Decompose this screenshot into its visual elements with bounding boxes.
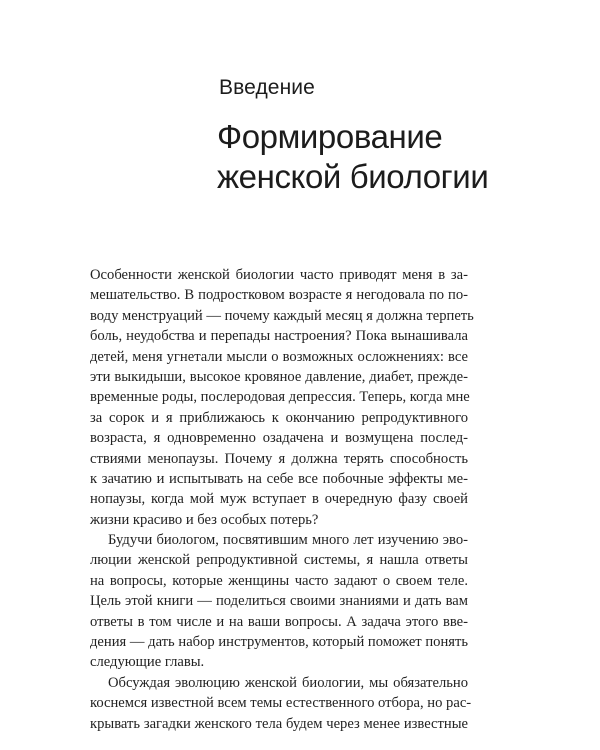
text-line: эти выкидыши, высокое кровяное давление, диабет, прежде- — [90, 368, 468, 385]
text-line: ствиями менопаузы. Почему я должна терять способность — [90, 450, 468, 467]
text-line: коснемся известной всем темы естественного отбора, но рас- — [90, 695, 472, 712]
text-line: воду менструаций — почему каждый месяц я должна терпеть — [90, 307, 474, 324]
text-line: люции женской репродуктивной системы, я нашла ответы — [90, 552, 468, 569]
text-line: детей, меня угнетали мысли о возможных осложнениях: все — [90, 348, 468, 365]
paragraph — [90, 673, 472, 734]
text-line: к зачатию и испытывать на себе все побочные эффекты ме- — [90, 470, 468, 487]
text-line: Обсуждая эволюцию женской биологии, мы обязательно — [108, 674, 468, 691]
text-line: возраста, я одновременно озадачена и возмущена послед- — [90, 430, 468, 447]
text-line: Цель этой книги — поделиться своими знаниями и дать вам — [90, 593, 468, 610]
chapter-title — [217, 117, 557, 197]
text-line: следующие главы. — [90, 654, 205, 671]
text-line: жизни красиво и без особых потерь? — [90, 511, 319, 528]
chapter-title-line: Формирование — [217, 118, 443, 155]
text-line: ответы в том числе и на ваши вопросы. А задача этого вве- — [90, 613, 468, 630]
text-line: за сорок и я приближаюсь к окончанию репродуктивного — [90, 409, 468, 426]
text-line: боль, неудобства и перепады настроения? Пока вынашивала — [90, 328, 468, 345]
text-line: временные роды, послеродовая депрессия. Теперь, когда мне — [90, 389, 470, 406]
text-line: Особенности женской биологии часто приводят меня в за- — [90, 267, 468, 283]
text-line: Будучи биологом, посвятившим много лет изучению эво- — [108, 532, 468, 549]
text-line: мешательство. В подростковом возрасте я негодовала по по- — [90, 287, 468, 304]
chapter-title-line: женской биологии — [217, 158, 489, 195]
chapter-label: Введение — [219, 76, 315, 99]
text-line: на вопросы, которые женщины часто задают о своем теле. — [90, 572, 468, 589]
text-line: крывать загадки женского тела будем через менее известные — [90, 715, 468, 732]
text-line: нопаузы, когда мой муж вступает в очередную фазу своей — [90, 491, 468, 508]
text-line: дения — дать набор инструментов, который поможет понять — [90, 634, 468, 651]
paragraph — [90, 530, 468, 673]
paragraph — [90, 265, 474, 530]
body-text — [90, 265, 474, 734]
